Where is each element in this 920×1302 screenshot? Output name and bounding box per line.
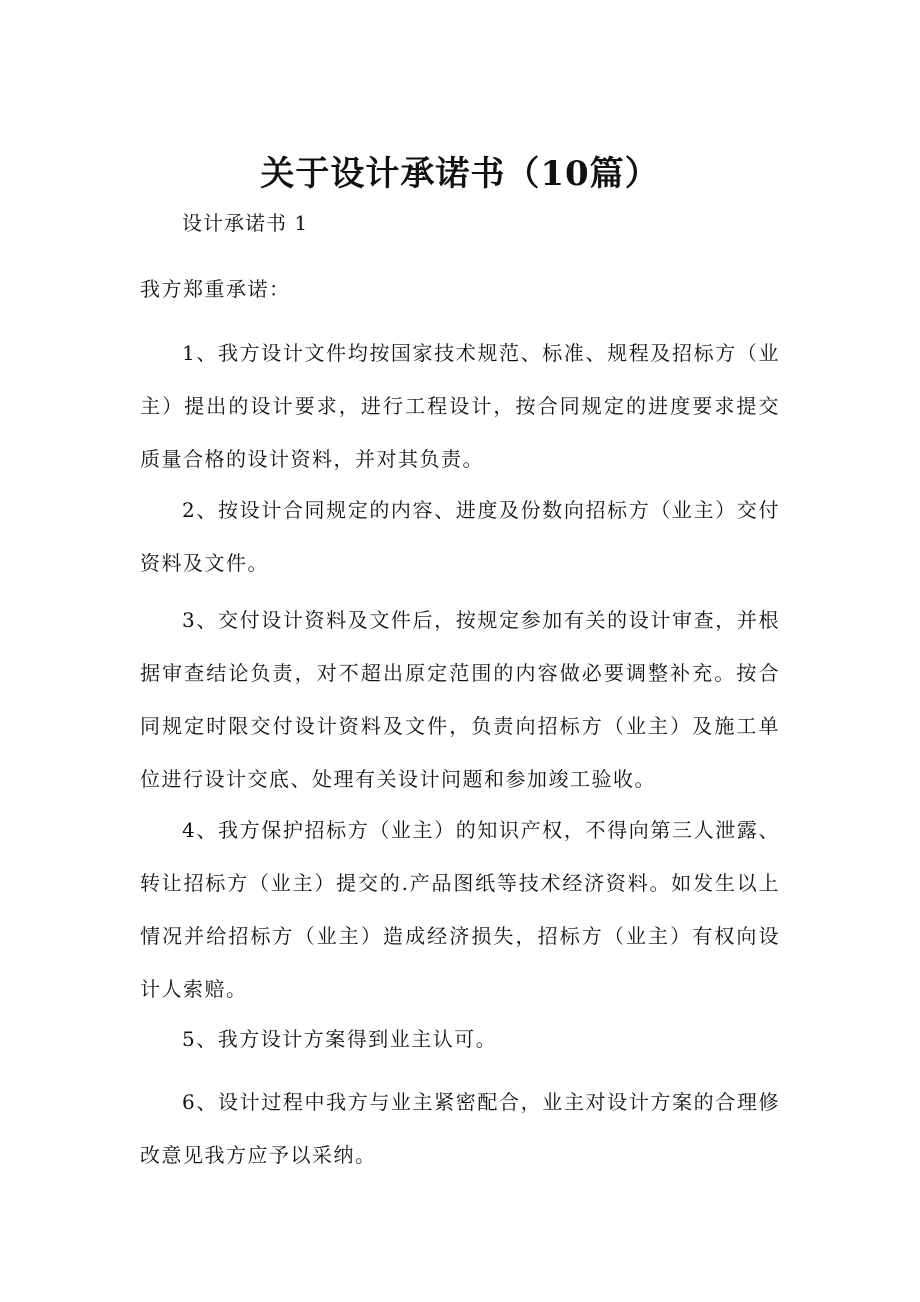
paragraph-3: 3、交付设计资料及文件后，按规定参加有关的设计审查，并根据审查结论负责，对不超出原定范围的内容做必要调整补充。按合同规定时限交付设计资料及文件，负责向招标方（业主）及施工单位进行设计交底、处理有关设计问题和参加竣工验收。 [140,608,780,791]
intro-line: 我方郑重承诺： [140,277,291,301]
paragraph-6: 6、设计过程中我方与业主紧密配合，业主对设计方案的合理修改意见我方应予以采纳。 [140,1090,780,1167]
section-heading: 设计承诺书 1 [182,211,309,235]
paragraph-5: 5、我方设计方案得到业主认可。 [182,1027,498,1051]
paragraph-1: 1、我方设计文件均按国家技术规范、标准、规程及招标方（业主）提出的设计要求，进行工程设计，按合同规定的进度要求提交质量合格的设计资料，并对其负责。 [140,341,780,471]
paragraph-2: 2、按设计合同规定的内容、进度及份数向招标方（业主）交付资料及文件。 [140,498,780,575]
page-title: 关于设计承诺书（10篇） [260,154,660,194]
paragraph-4: 4、我方保护招标方（业主）的知识产权，不得向第三人泄露、转让招标方（业主）提交的.产品图纸等技术经济资料。如发生以上情况并给招标方（业主）造成经济损失，招标方（业主）有权向设计人索赔。 [140,818,780,1001]
